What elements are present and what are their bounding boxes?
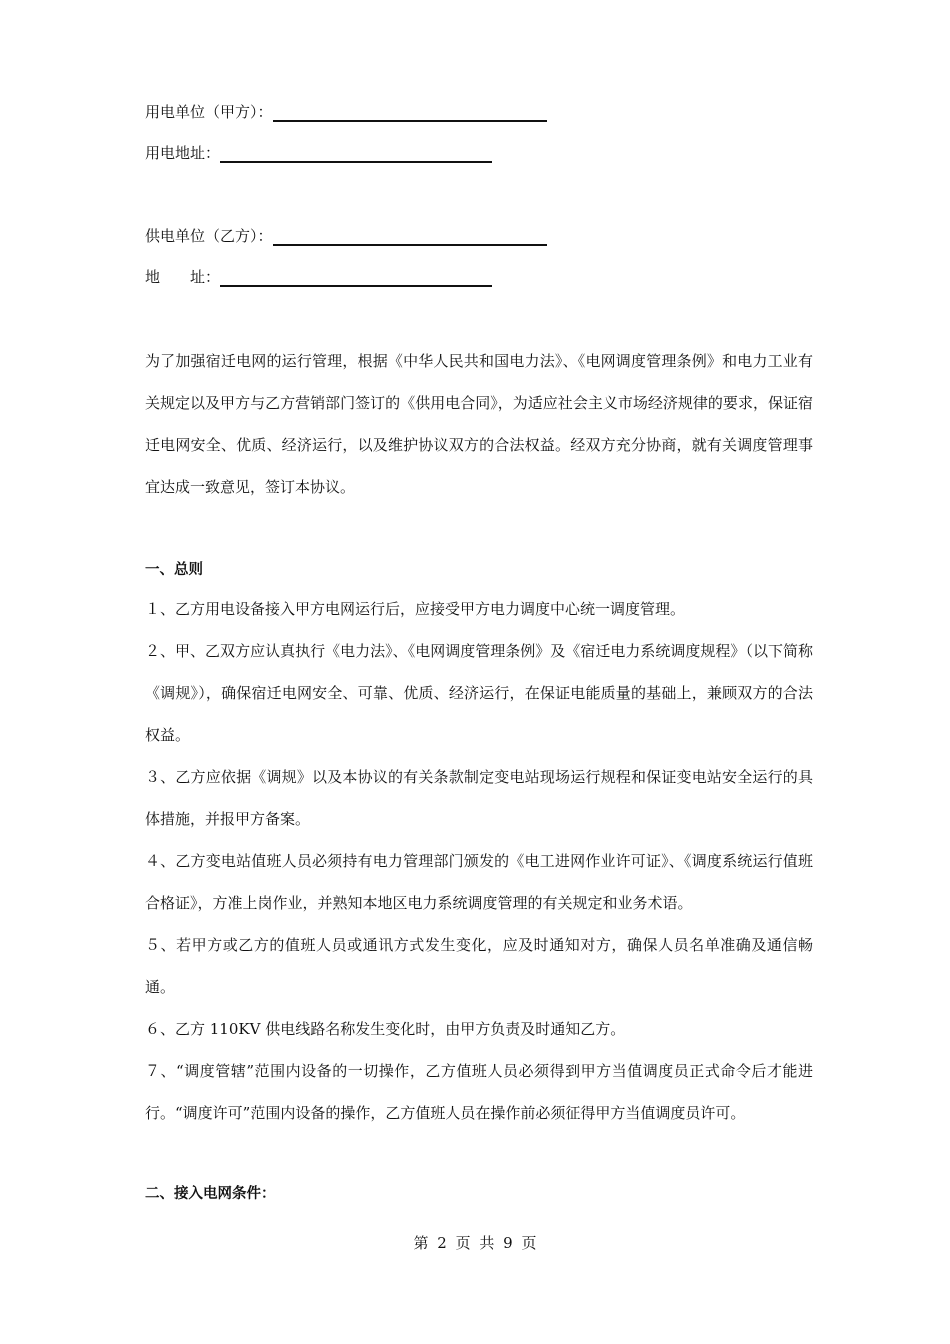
- party-b-unit-label: 供电单位（乙方）：: [145, 227, 273, 245]
- intro-paragraph: 为了加强宿迁电网的运行管理，根据《中华人民共和国电力法》、《电网调度管理条例》和电力工业有关规定以及甲方与乙方营销部门签订的《供用电合同》，为适应社会主义市场经济规律的要求，保证宿迁电网安全、优质、经济运行，以及维护协议双方的合法权益。经双方充分协商，就有关调度管理事宜达成一致意见，签订本协议。: [145, 352, 813, 496]
- section-2-heading: 二、接入电网条件：: [145, 1186, 276, 1202]
- party-a-unit-blank[interactable]: [273, 102, 547, 122]
- section-1-item-1: １、乙方用电设备接入甲方电网运行后，应接受甲方电力调度中心统一调度管理。: [145, 600, 686, 618]
- party-a-address-label: 用电地址：: [145, 144, 221, 162]
- section-1-item-2: ２、甲、乙双方应认真执行《电力法》、《电网调度管理条例》及《宿迁电力系统调度规程》（以下简称《调规》），确保宿迁电网安全、可靠、优质、经济运行，在保证电能质量的基础上，兼顾双方的合法权益。: [145, 642, 813, 744]
- section-1-item-7: ７、“调度管辖”范围内设备的一切操作，乙方值班人员必须得到甲方当值调度员正式命令后才能进行。“调度许可”范围内设备的操作，乙方值班人员在操作前必须征得甲方当值调度员许可。: [145, 1062, 813, 1122]
- section-1-item-5: ５、若甲方或乙方的值班人员或通讯方式发生变化，应及时通知对方，确保人员名单准确及通信畅通。: [145, 936, 813, 996]
- party-b-address-field: [145, 263, 492, 287]
- page-number-footer: 第 2 页 共 9 页: [413, 1234, 537, 1252]
- section-1-item-6: ６、乙方 110KV 供电线路名称发生变化时，由甲方负责及时通知乙方。: [145, 1020, 626, 1038]
- section-1-item-3: ３、乙方应依据《调规》以及本协议的有关条款制定变电站现场运行规程和保证变电站安全运行的具体措施，并报甲方备案。: [145, 768, 813, 828]
- party-a-address-field: [145, 139, 492, 163]
- party-b-address-blank[interactable]: [220, 267, 492, 287]
- section-1-heading: 一、总则: [145, 562, 203, 578]
- party-a-address-blank[interactable]: [220, 143, 492, 163]
- party-a-unit-label: 用电单位（甲方）：: [145, 103, 273, 121]
- section-1-item-4: ４、乙方变电站值班人员必须持有电力管理部门颁发的《电工进网作业许可证》、《调度系统运行值班合格证》，方准上岗作业，并熟知本地区电力系统调度管理的有关规定和业务术语。: [145, 852, 813, 912]
- party-a-unit-field: [145, 98, 547, 122]
- party-b-unit-field: [145, 222, 547, 246]
- party-b-unit-blank[interactable]: [273, 226, 547, 246]
- party-b-address-label: 地 址：: [145, 268, 221, 286]
